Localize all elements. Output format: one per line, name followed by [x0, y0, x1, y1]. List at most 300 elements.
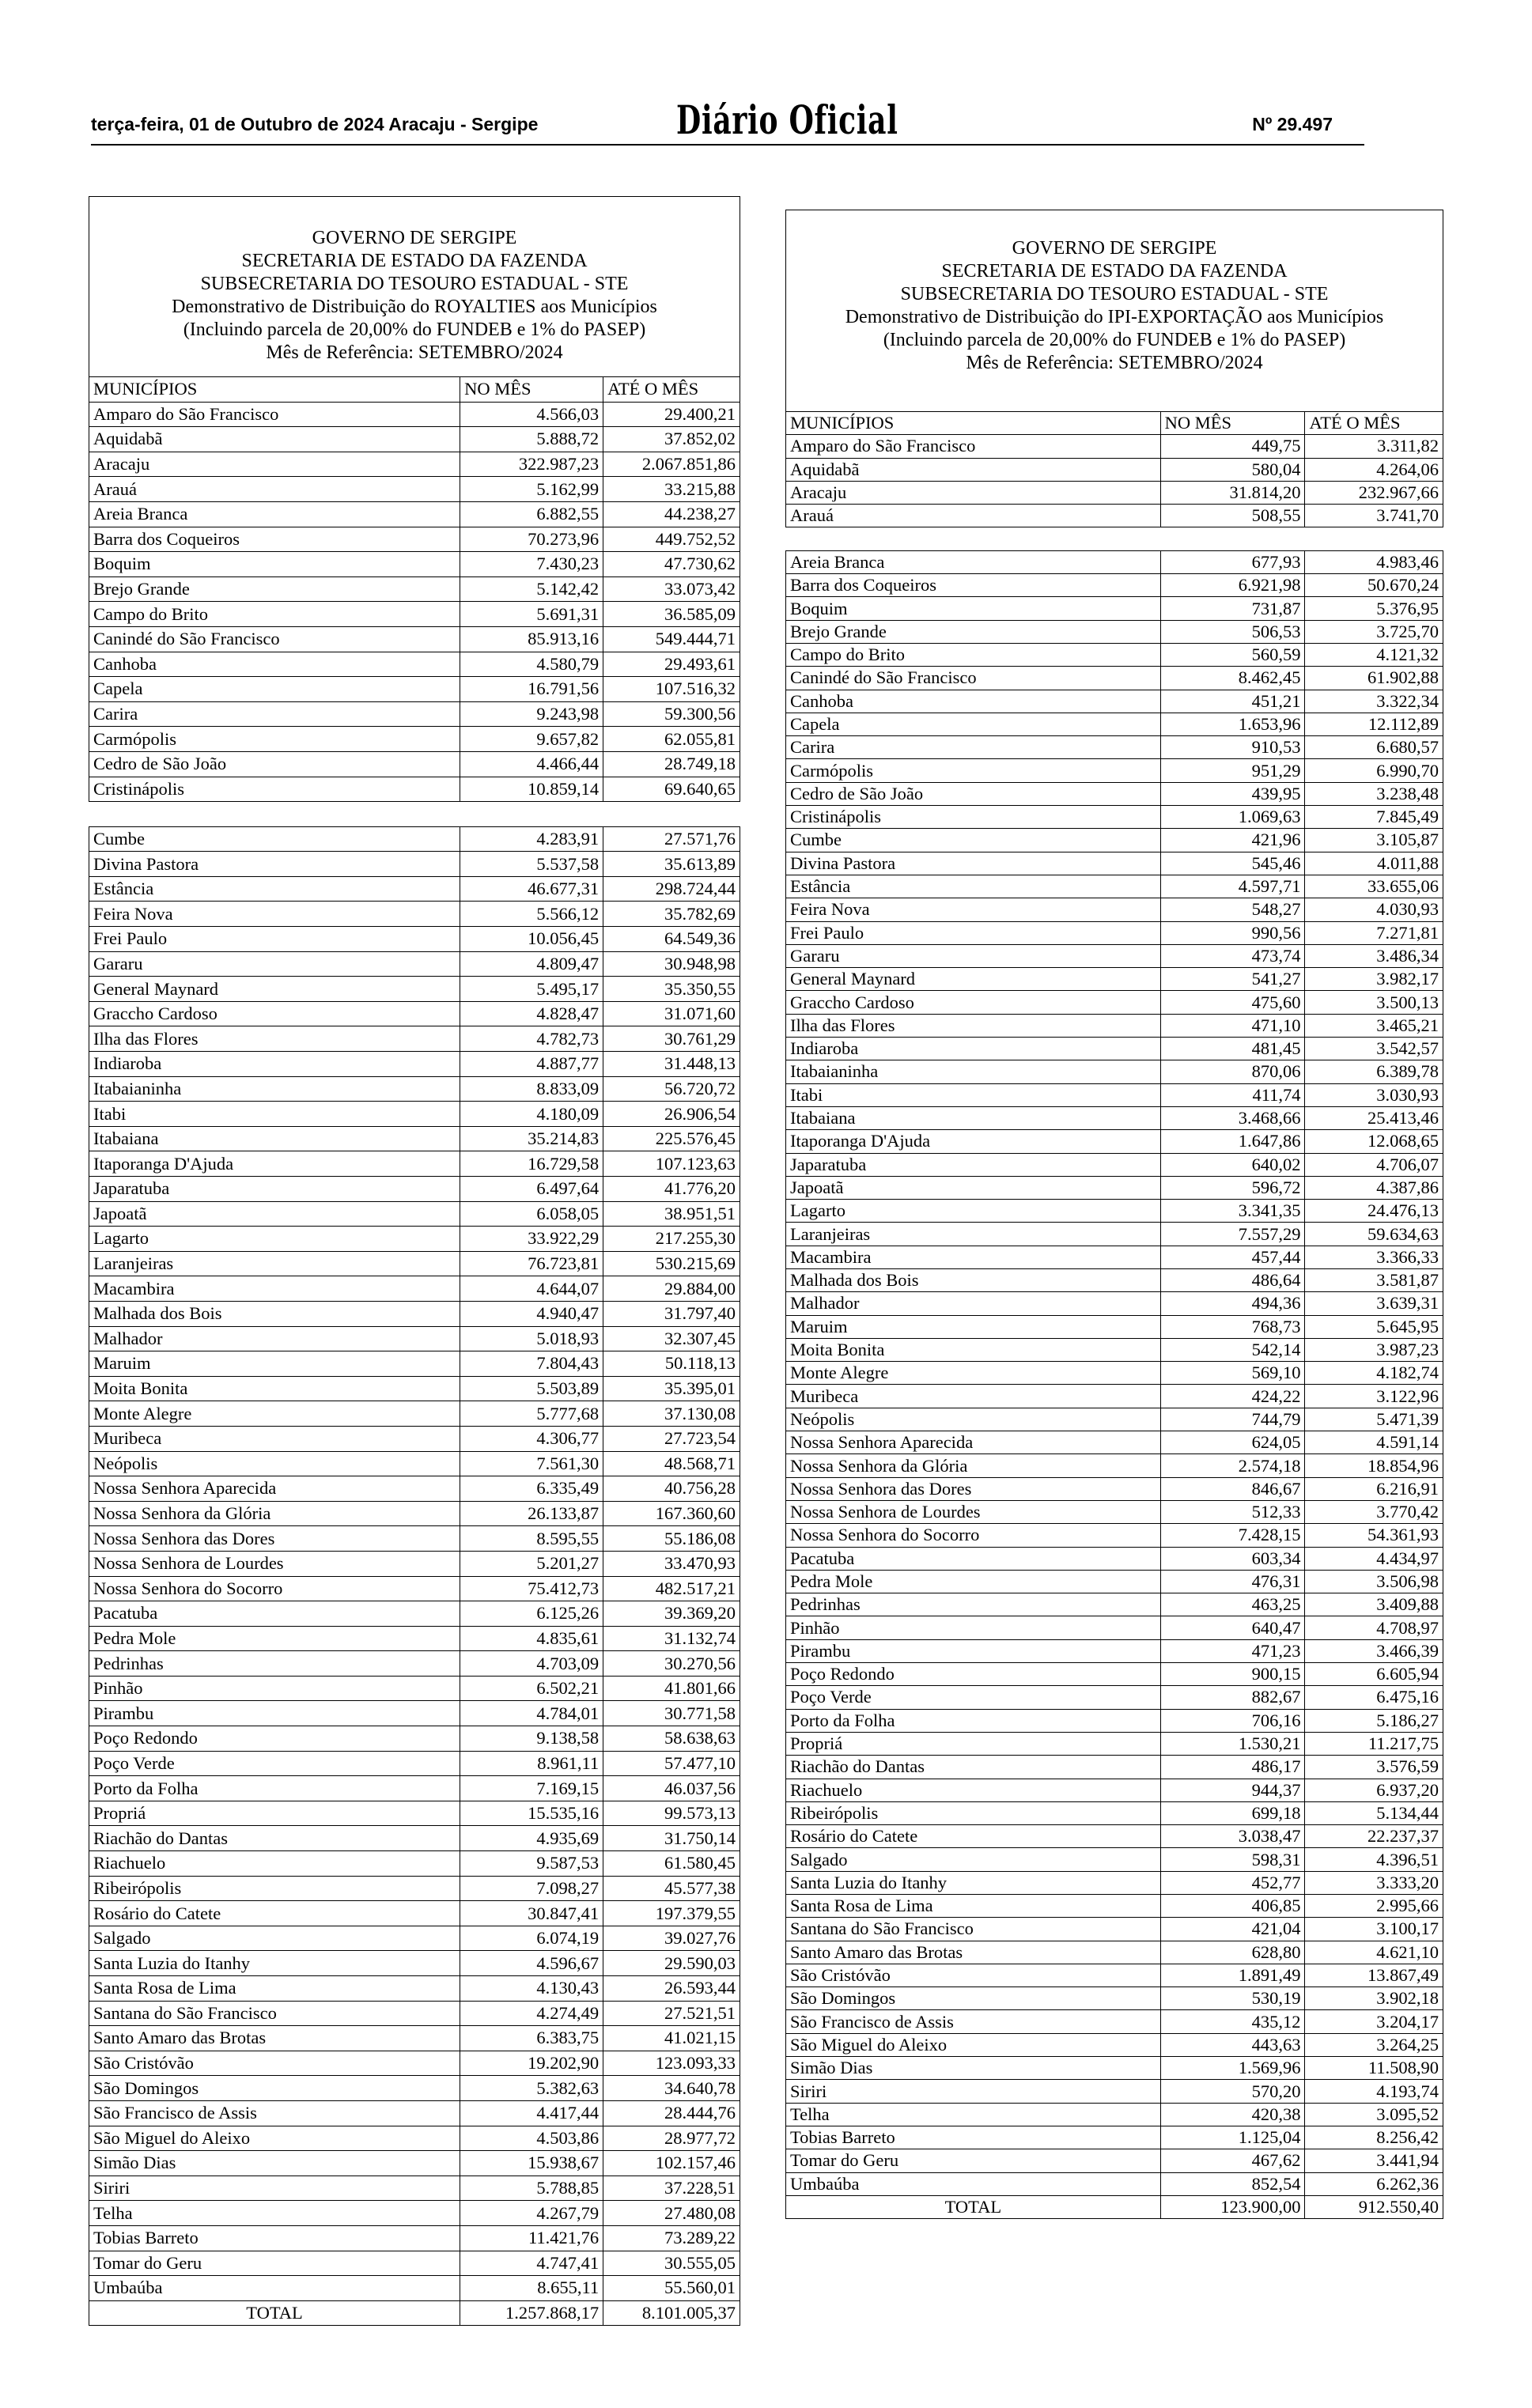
municipality-name: Umbaúba: [786, 2172, 1161, 2195]
month-value: 4.828,47: [460, 1001, 603, 1026]
cumulative-value: 31.132,74: [603, 1626, 740, 1651]
month-value: 5.788,85: [460, 2176, 603, 2201]
month-value: 1.891,49: [1160, 1964, 1305, 1987]
ipi-title-line: Demonstrativo de Distribuição do IPI-EXPORTAÇÃO aos Municípios: [845, 307, 1384, 327]
cumulative-value: 4.030,93: [1305, 898, 1443, 921]
table-row: [89, 1576, 740, 1601]
cumulative-value: 167.360,60: [603, 1501, 740, 1526]
municipality-name: Japoatã: [786, 1176, 1161, 1199]
ipi-title-line: (Incluindo parcela de 20,00% do FUNDEB e 1% do PASEP): [883, 330, 1346, 350]
municipality-name: Santo Amaro das Brotas: [786, 1941, 1161, 1964]
municipality-name: Canhoba: [786, 690, 1161, 713]
table-row: [89, 1551, 740, 1576]
municipality-name: Simão Dias: [786, 2057, 1161, 2080]
municipality-name: São Cristóvão: [89, 2051, 460, 2076]
table-row: [89, 927, 740, 952]
table-row: [786, 736, 1443, 759]
cumulative-value: 30.761,29: [603, 1026, 740, 1052]
municipality-name: Areia Branca: [786, 550, 1161, 573]
table-row: [89, 501, 740, 527]
month-value: 30.847,41: [460, 1901, 603, 1926]
municipality-name: Simão Dias: [89, 2151, 460, 2176]
cumulative-value: 3.506,98: [1305, 1570, 1443, 1593]
municipality-name: Macambira: [786, 1246, 1161, 1268]
table-row: [786, 458, 1443, 481]
month-value: 628,80: [1160, 1941, 1305, 1964]
month-value: 5.691,31: [460, 602, 603, 627]
municipality-name: Ilha das Flores: [786, 1014, 1161, 1037]
table-row: [786, 1801, 1443, 1824]
municipality-name: Itabaiana: [786, 1106, 1161, 1129]
municipality-name: Siriri: [89, 2176, 460, 2201]
cumulative-value: 28.444,76: [603, 2100, 740, 2126]
month-value: 542,14: [1160, 1338, 1305, 1361]
table-row: [89, 1776, 740, 1801]
municipality-name: Canindé do São Francisco: [786, 667, 1161, 690]
cumulative-value: 3.741,70: [1305, 505, 1443, 527]
month-value: 640,47: [1160, 1616, 1305, 1639]
municipality-name: Pirambu: [89, 1701, 460, 1726]
table-row: [89, 2176, 740, 2201]
table-row: [89, 1826, 740, 1851]
cumulative-value: 3.466,39: [1305, 1639, 1443, 1662]
municipality-name: Barra dos Coqueiros: [786, 574, 1161, 597]
column-header: ATÉ O MÊS: [1305, 412, 1443, 435]
table-row: [786, 550, 1443, 573]
table-row: [786, 1848, 1443, 1871]
cumulative-value: 3.982,17: [1305, 968, 1443, 991]
cumulative-value: 41.776,20: [603, 1177, 740, 1202]
table-row: [89, 477, 740, 502]
month-value: 26.133,87: [460, 1501, 603, 1526]
municipality-name: Riachão do Dantas: [786, 1756, 1161, 1779]
municipality-name: Pirambu: [786, 1639, 1161, 1662]
cumulative-value: 4.011,88: [1305, 852, 1443, 875]
month-value: 1.069,63: [1160, 806, 1305, 829]
cumulative-value: 31.448,13: [603, 1052, 740, 1077]
table-row: [786, 1385, 1443, 1408]
table-row: [89, 626, 740, 652]
cumulative-value: 54.361,93: [1305, 1524, 1443, 1547]
table-row: [89, 527, 740, 552]
cumulative-value: 3.725,70: [1305, 620, 1443, 643]
cumulative-value: 33.215,88: [603, 477, 740, 502]
table-row: [786, 1246, 1443, 1268]
table-row: [786, 1083, 1443, 1106]
cumulative-value: 12.112,89: [1305, 713, 1443, 735]
cumulative-value: 3.576,59: [1305, 1756, 1443, 1779]
municipality-name: Gararu: [786, 944, 1161, 967]
month-value: 548,27: [1160, 898, 1305, 921]
table-row: [89, 1626, 740, 1651]
table-row: [786, 643, 1443, 666]
municipality-name: General Maynard: [786, 968, 1161, 991]
table-row: [89, 1201, 740, 1227]
month-value: 7.169,15: [460, 1776, 603, 1801]
cumulative-value: 3.264,25: [1305, 2033, 1443, 2056]
month-value: 439,95: [1160, 782, 1305, 805]
month-value: 421,96: [1160, 829, 1305, 852]
month-value: 4.274,49: [460, 2001, 603, 2026]
cumulative-value: 3.204,17: [1305, 2010, 1443, 2033]
municipality-name: Aquidabã: [89, 427, 460, 452]
cumulative-value: 39.027,76: [603, 1926, 740, 1951]
month-value: 457,44: [1160, 1246, 1305, 1268]
table-row: [89, 1102, 740, 1127]
month-value: 580,04: [1160, 458, 1305, 481]
month-value: 4.747,41: [460, 2251, 603, 2276]
month-value: 4.887,77: [460, 1052, 603, 1077]
column-header: MUNICÍPIOS: [89, 377, 460, 403]
month-value: 4.503,86: [460, 2126, 603, 2151]
municipality-name: Barra dos Coqueiros: [89, 527, 460, 552]
cumulative-value: 4.387,86: [1305, 1176, 1443, 1199]
cumulative-value: 61.902,88: [1305, 667, 1443, 690]
month-value: 4.596,67: [460, 1951, 603, 1976]
municipality-name: Propriá: [89, 1801, 460, 1826]
table-row: [89, 1926, 740, 1951]
table-row: [786, 1315, 1443, 1338]
cumulative-value: 31.797,40: [603, 1301, 740, 1326]
month-value: 8.655,11: [460, 2276, 603, 2301]
cumulative-value: 8.256,42: [1305, 2126, 1443, 2149]
month-value: 1.530,21: [1160, 1732, 1305, 1755]
cumulative-value: 59.634,63: [1305, 1223, 1443, 1246]
table-row: [89, 1651, 740, 1677]
royalties-table-block: [89, 196, 740, 2326]
table-row: [89, 1126, 740, 1151]
table-row: [786, 1106, 1443, 1129]
month-value: 7.430,23: [460, 552, 603, 577]
municipality-name: Tomar do Geru: [89, 2251, 460, 2276]
edition-number: Nº 29.497: [1252, 114, 1333, 134]
cumulative-value: 298.724,44: [603, 876, 740, 902]
table-row: [89, 727, 740, 752]
table-row: [89, 452, 740, 477]
municipality-name: Moita Bonita: [786, 1338, 1161, 1361]
cumulative-value: 26.593,44: [603, 1976, 740, 2002]
cumulative-value: 33.470,93: [603, 1551, 740, 1576]
month-value: 463,25: [1160, 1593, 1305, 1616]
municipality-name: Itabaiana: [89, 1126, 460, 1151]
cumulative-value: 69.640,65: [603, 777, 740, 802]
table-row: [89, 2100, 740, 2126]
table-row: [786, 1338, 1443, 1361]
month-value: 744,79: [1160, 1408, 1305, 1431]
table-row: [89, 1076, 740, 1102]
month-value: 768,73: [1160, 1315, 1305, 1338]
table-row: [89, 1976, 740, 2002]
municipality-name: Itabaianinha: [89, 1076, 460, 1102]
table-row: [89, 1276, 740, 1302]
cumulative-value: 3.770,42: [1305, 1500, 1443, 1523]
month-value: 5.777,68: [460, 1401, 603, 1427]
month-value: 4.306,77: [460, 1426, 603, 1451]
month-value: 3.038,47: [1160, 1825, 1305, 1848]
municipality-name: Muribeca: [786, 1385, 1161, 1408]
table-row: [89, 1901, 740, 1926]
cumulative-value: 3.095,52: [1305, 2103, 1443, 2126]
table-row: [89, 876, 740, 902]
cumulative-value: 35.613,89: [603, 852, 740, 877]
municipality-name: Porto da Folha: [786, 1709, 1161, 1732]
municipality-name: Cumbe: [786, 829, 1161, 852]
table-row: [786, 921, 1443, 944]
month-value: 512,33: [1160, 1500, 1305, 1523]
table-row: [89, 552, 740, 577]
municipality-name: Japaratuba: [89, 1177, 460, 1202]
table-row: [89, 1451, 740, 1476]
table-row: [89, 602, 740, 627]
table-row: [89, 2001, 740, 2026]
municipality-name: Frei Paulo: [89, 927, 460, 952]
municipality-name: Tobias Barreto: [89, 2225, 460, 2251]
municipality-name: Brejo Grande: [89, 576, 460, 602]
cumulative-value: 4.182,74: [1305, 1362, 1443, 1385]
ipi-title-line: SUBSECRETARIA DO TESOURO ESTADUAL - STE: [900, 284, 1329, 304]
cumulative-value: 4.591,14: [1305, 1431, 1443, 1454]
cumulative-value: 41.021,15: [603, 2026, 740, 2051]
table-row: [786, 806, 1443, 829]
month-value: 449,75: [1160, 435, 1305, 458]
month-value: 4.417,44: [460, 2100, 603, 2126]
cumulative-value: 3.902,18: [1305, 1987, 1443, 2010]
table-row: [786, 898, 1443, 921]
month-value: 443,63: [1160, 2033, 1305, 2056]
municipality-name: Canhoba: [89, 652, 460, 677]
cumulative-value: 4.396,51: [1305, 1848, 1443, 1871]
cumulative-value: 13.867,49: [1305, 1964, 1443, 1987]
cumulative-value: 37.852,02: [603, 427, 740, 452]
cumulative-value: 107.516,32: [603, 677, 740, 702]
cumulative-value: 482.517,21: [603, 1576, 740, 1601]
cumulative-value: 3.238,48: [1305, 782, 1443, 805]
month-value: 476,31: [1160, 1570, 1305, 1593]
month-value: 910,53: [1160, 736, 1305, 759]
cumulative-value: 40.756,28: [603, 1476, 740, 1502]
total-month-value: 123.900,00: [1160, 2195, 1305, 2218]
municipality-name: Malhador: [786, 1292, 1161, 1315]
table-row: [89, 1726, 740, 1752]
month-value: 570,20: [1160, 2080, 1305, 2103]
municipality-name: Muribeca: [89, 1426, 460, 1451]
cumulative-value: 37.228,51: [603, 2176, 740, 2201]
table-row: [786, 782, 1443, 805]
month-value: 3.468,66: [1160, 1106, 1305, 1129]
month-value: 6.058,05: [460, 1201, 603, 1227]
month-value: 5.201,27: [460, 1551, 603, 1576]
month-value: 506,53: [1160, 620, 1305, 643]
table-row: [786, 690, 1443, 713]
cumulative-value: 45.577,38: [603, 1876, 740, 1901]
cumulative-value: 24.476,13: [1305, 1200, 1443, 1223]
cumulative-value: 3.333,20: [1305, 1871, 1443, 1894]
table-row: [786, 1153, 1443, 1176]
month-value: 5.142,42: [460, 576, 603, 602]
table-row: [786, 852, 1443, 875]
municipality-name: Itaporanga D'Ajuda: [786, 1130, 1161, 1153]
royalties-title-line: Mês de Referência: SETEMBRO/2024: [266, 342, 563, 363]
month-value: 452,77: [1160, 1871, 1305, 1894]
table-row: [786, 1732, 1443, 1755]
total-cumulative-value: 912.550,40: [1305, 2195, 1443, 2218]
cumulative-value: 3.366,33: [1305, 1246, 1443, 1268]
month-value: 5.503,89: [460, 1376, 603, 1401]
cumulative-value: 28.977,72: [603, 2126, 740, 2151]
municipality-name: Pinhão: [89, 1676, 460, 1701]
cumulative-value: 6.680,57: [1305, 736, 1443, 759]
table-header-row: [786, 412, 1443, 435]
municipality-name: Ribeirópolis: [89, 1876, 460, 1901]
municipality-name: São Miguel do Aleixo: [89, 2126, 460, 2151]
total-row: [89, 2300, 740, 2326]
royalties-distribution-table: [89, 376, 740, 2326]
municipality-name: Frei Paulo: [786, 921, 1161, 944]
cumulative-value: 102.157,46: [603, 2151, 740, 2176]
municipality-name: Aracaju: [786, 481, 1161, 504]
month-value: 33.922,29: [460, 1227, 603, 1252]
municipality-name: Amparo do São Francisco: [89, 402, 460, 427]
cumulative-value: 62.055,81: [603, 727, 740, 752]
table-row: [89, 2051, 740, 2076]
royalties-title-line: GOVERNO DE SERGIPE: [312, 228, 517, 248]
table-row: [89, 1876, 740, 1901]
table-row: [786, 505, 1443, 527]
cumulative-value: 3.322,34: [1305, 690, 1443, 713]
municipality-name: Areia Branca: [89, 501, 460, 527]
municipality-name: São Domingos: [89, 2076, 460, 2101]
municipality-name: Santa Luzia do Itanhy: [89, 1951, 460, 1976]
municipality-name: Cedro de São João: [786, 782, 1161, 805]
municipality-name: Nossa Senhora da Glória: [786, 1454, 1161, 1477]
royalties-title-line: (Incluindo parcela de 20,00% do FUNDEB e 1% do PASEP): [183, 319, 646, 340]
month-value: 420,38: [1160, 2103, 1305, 2126]
cumulative-value: 73.289,22: [603, 2225, 740, 2251]
cumulative-value: 4.193,74: [1305, 2080, 1443, 2103]
cumulative-value: 41.801,66: [603, 1676, 740, 1701]
municipality-name: Pedra Mole: [786, 1570, 1161, 1593]
table-row: [89, 427, 740, 452]
month-value: 944,37: [1160, 1779, 1305, 1801]
municipality-name: Gararu: [89, 951, 460, 977]
table-row: [89, 1751, 740, 1776]
table-row: [89, 1501, 740, 1526]
month-value: 75.412,73: [460, 1576, 603, 1601]
month-value: 7.428,15: [1160, 1524, 1305, 1547]
table-row: [786, 2172, 1443, 2195]
municipality-name: Nossa Senhora do Socorro: [786, 1524, 1161, 1547]
month-value: 451,21: [1160, 690, 1305, 713]
cumulative-value: 3.030,93: [1305, 1083, 1443, 1106]
month-value: 569,10: [1160, 1362, 1305, 1385]
cumulative-value: 56.720,72: [603, 1076, 740, 1102]
table-row: [786, 1477, 1443, 1500]
month-value: 4.466,44: [460, 751, 603, 777]
municipality-name: Campo do Brito: [89, 602, 460, 627]
month-value: 15.938,67: [460, 2151, 603, 2176]
total-month-value: 1.257.868,17: [460, 2300, 603, 2326]
table-row: [786, 2010, 1443, 2033]
month-value: 5.495,17: [460, 977, 603, 1002]
table-row: [786, 1895, 1443, 1918]
table-row: [786, 1431, 1443, 1454]
cumulative-value: 6.990,70: [1305, 759, 1443, 782]
month-value: 4.130,43: [460, 1976, 603, 2002]
month-value: 5.382,63: [460, 2076, 603, 2101]
cumulative-value: 107.123,63: [603, 1151, 740, 1177]
table-row: [89, 1001, 740, 1026]
newspaper-title: Diário Oficial: [676, 96, 898, 143]
cumulative-value: 5.186,27: [1305, 1709, 1443, 1732]
municipality-name: Pacatuba: [786, 1547, 1161, 1570]
municipality-name: Nossa Senhora de Lourdes: [786, 1500, 1161, 1523]
municipality-name: Monte Alegre: [89, 1401, 460, 1427]
table-row: [89, 1251, 740, 1276]
cumulative-value: 44.238,27: [603, 501, 740, 527]
month-value: 471,23: [1160, 1639, 1305, 1662]
municipality-name: Neópolis: [786, 1408, 1161, 1431]
table-row: [89, 677, 740, 702]
municipality-name: Cedro de São João: [89, 751, 460, 777]
ipi-title-box: [785, 210, 1443, 411]
month-value: 1.653,96: [1160, 713, 1305, 735]
table-row: [786, 1987, 1443, 2010]
municipality-name: Capela: [786, 713, 1161, 735]
month-value: 852,54: [1160, 2172, 1305, 2195]
cumulative-value: 7.271,81: [1305, 921, 1443, 944]
municipality-name: Pedra Mole: [89, 1626, 460, 1651]
municipality-name: Canindé do São Francisco: [89, 626, 460, 652]
month-value: 7.804,43: [460, 1351, 603, 1377]
municipality-name: Rosário do Catete: [89, 1901, 460, 1926]
month-value: 5.537,58: [460, 852, 603, 877]
month-value: 5.018,93: [460, 1326, 603, 1351]
cumulative-value: 29.884,00: [603, 1276, 740, 1302]
municipality-name: Itabi: [786, 1083, 1161, 1106]
month-value: 699,18: [1160, 1801, 1305, 1824]
ipi-title-line: Mês de Referência: SETEMBRO/2024: [966, 353, 1263, 373]
ipi-distribution-table: [785, 411, 1443, 2219]
cumulative-value: 22.237,37: [1305, 1825, 1443, 1848]
municipality-name: Aquidabã: [786, 458, 1161, 481]
month-value: 990,56: [1160, 921, 1305, 944]
cumulative-value: 3.581,87: [1305, 1268, 1443, 1291]
month-value: 5.888,72: [460, 427, 603, 452]
municipality-name: Maruim: [89, 1351, 460, 1377]
month-value: 424,22: [1160, 1385, 1305, 1408]
cumulative-value: 25.413,46: [1305, 1106, 1443, 1129]
table-row: [89, 2201, 740, 2226]
municipality-name: Pinhão: [786, 1616, 1161, 1639]
table-row: [786, 1756, 1443, 1779]
table-row: [786, 759, 1443, 782]
cumulative-value: 58.638,63: [603, 1726, 740, 1752]
municipality-name: Divina Pastora: [89, 852, 460, 877]
table-row: [89, 2276, 740, 2301]
cumulative-value: 18.854,96: [1305, 1454, 1443, 1477]
month-value: 6.502,21: [460, 1676, 603, 1701]
cumulative-value: 6.605,94: [1305, 1663, 1443, 1686]
cumulative-value: 3.486,34: [1305, 944, 1443, 967]
municipality-name: São Miguel do Aleixo: [786, 2033, 1161, 2056]
cumulative-value: 3.542,57: [1305, 1038, 1443, 1060]
table-row: [786, 1825, 1443, 1848]
municipality-name: Umbaúba: [89, 2276, 460, 2301]
month-value: 11.421,76: [460, 2225, 603, 2251]
month-value: 15.535,16: [460, 1801, 603, 1826]
municipality-name: Capela: [89, 677, 460, 702]
cumulative-value: 27.571,76: [603, 826, 740, 852]
